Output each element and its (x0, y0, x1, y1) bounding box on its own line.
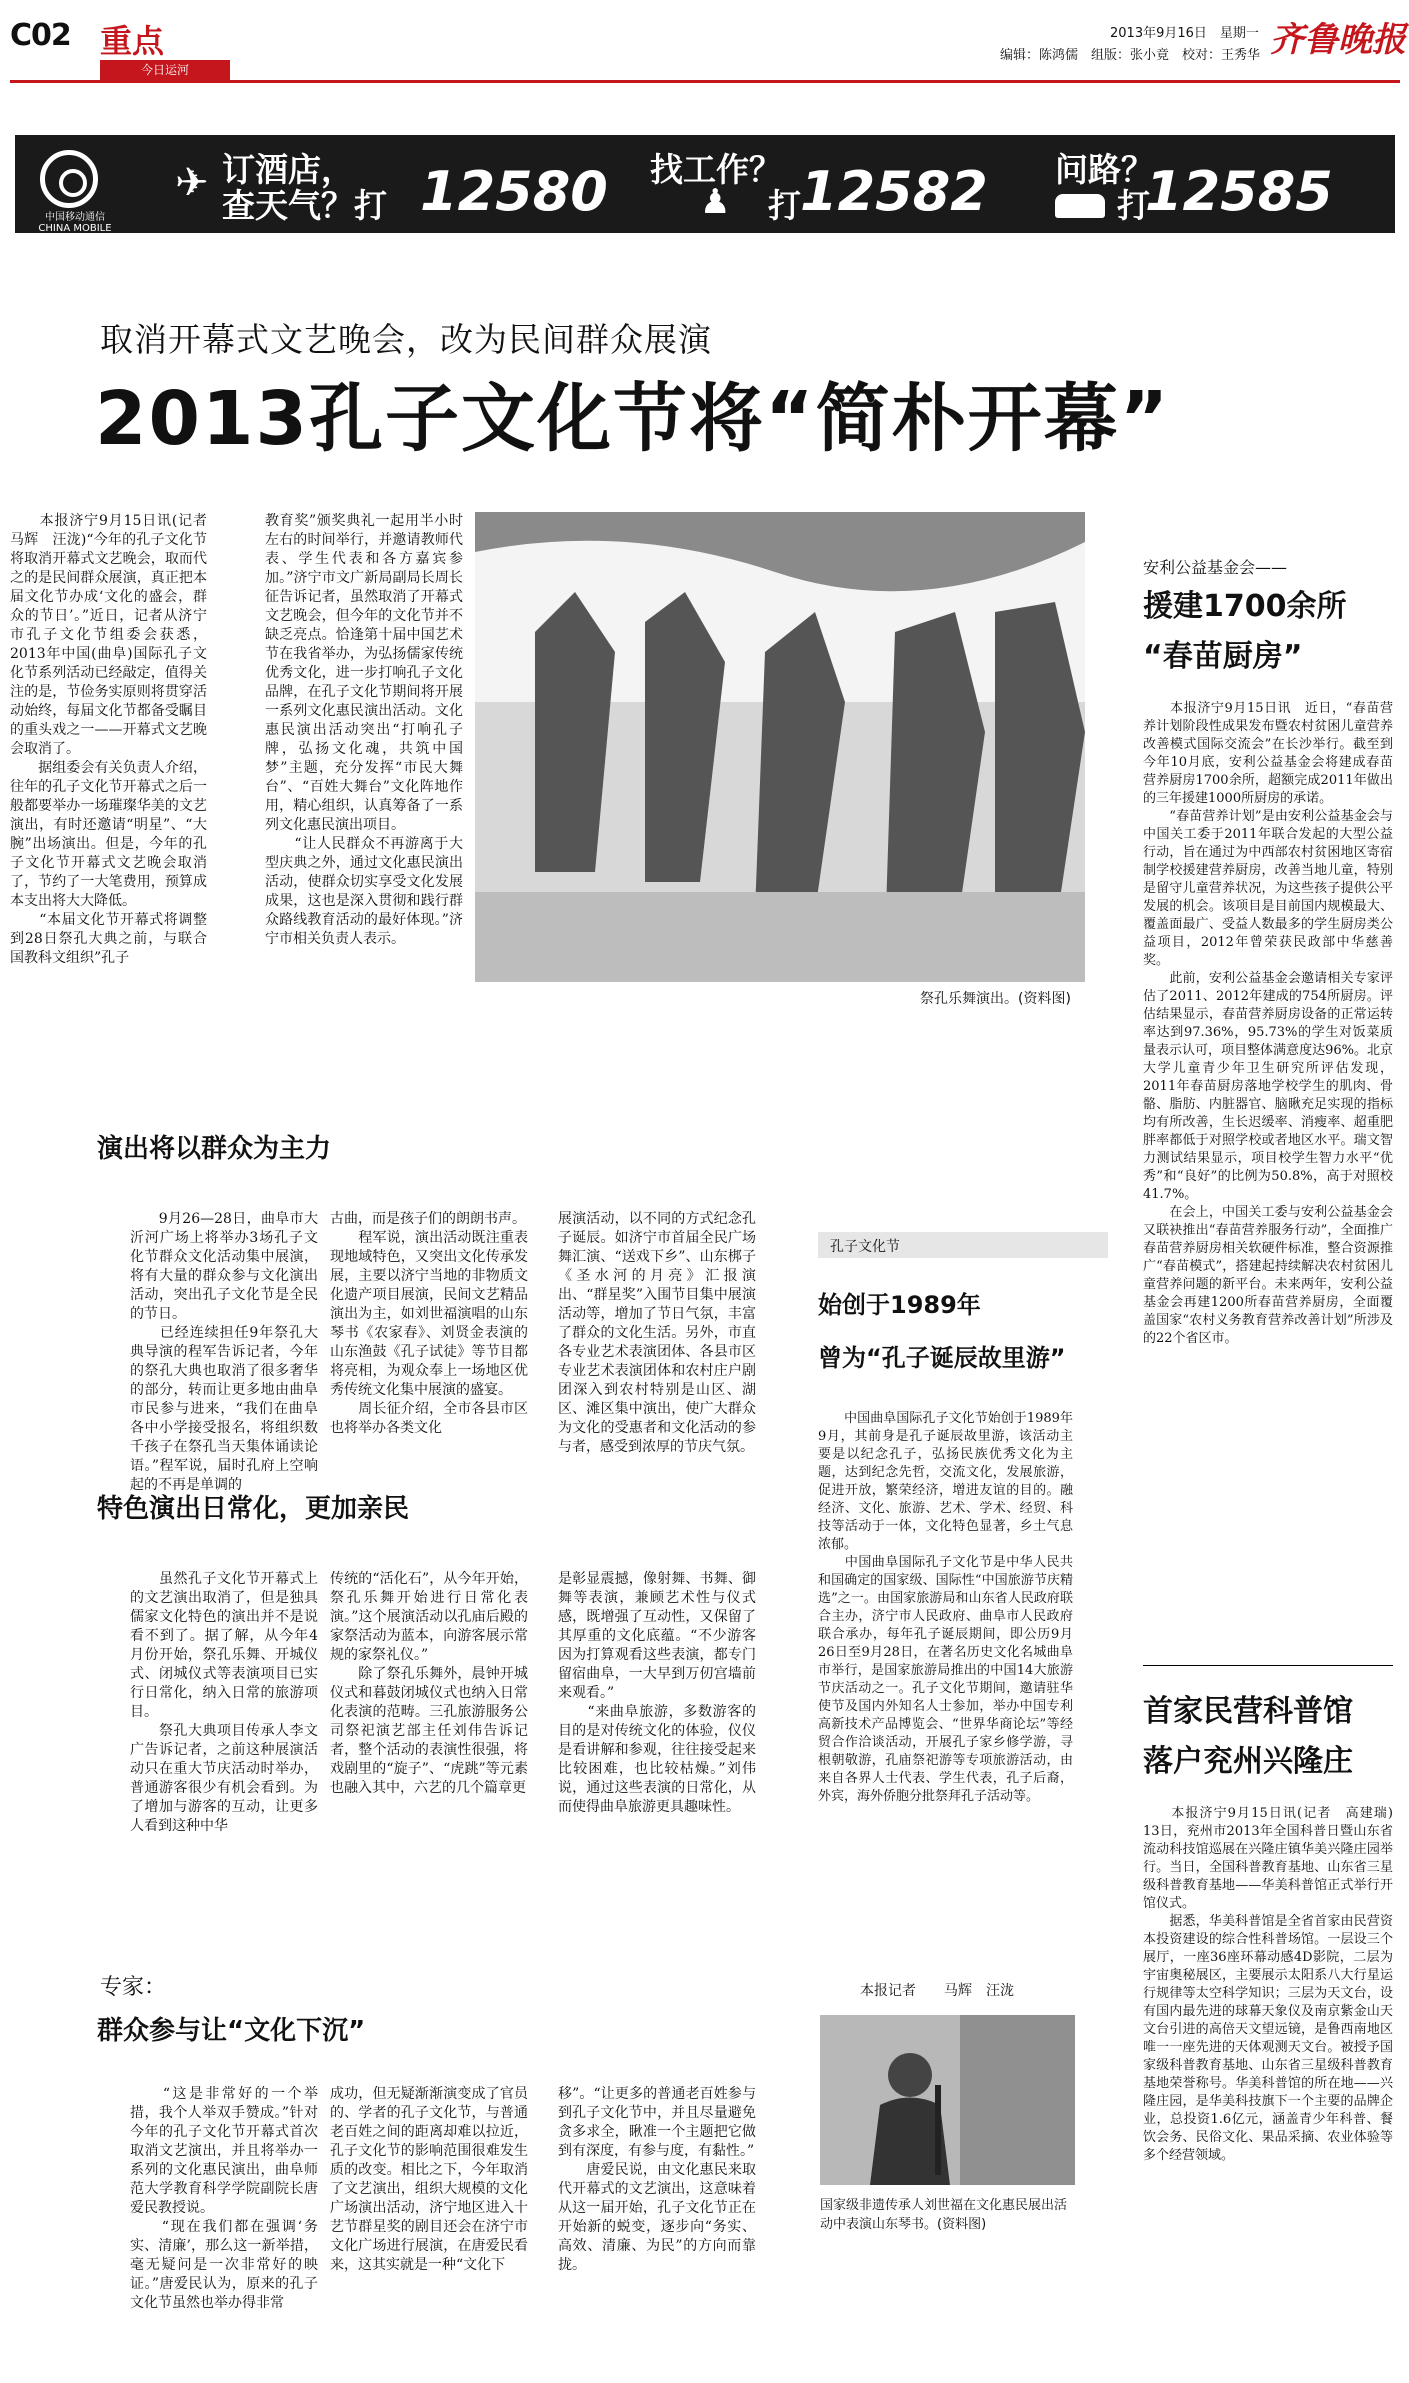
section2-title: 特色演出日常化，更加亲民 (97, 1494, 410, 1524)
side1-title1: 援建1700余所 (1143, 589, 1347, 624)
main-photo-caption: 祭孔乐舞演出。(资料图) (920, 991, 1071, 1007)
origin-photo-caption: 国家级非遗传承人刘世福在文化惠民展出活动中表演山东琴书。(资料图) (820, 2198, 1068, 2232)
ad1-line1: 订酒店， (222, 150, 354, 189)
origin-tag: 孔子文化节 (830, 1239, 900, 1255)
side1-body: 本报济宁9月15日讯 近日，“春苗营养计划阶段性成果发布暨农村贫困儿童营养改善模式国际交流会”在长沙举行。截至到今年10月底，安利公益基金会将建成春苗营养厨房1700余所，超额完成2011年做出的三年援建1000所厨房的承诺。 “春苗营养计划”是由安利公益基金会与中国关工委于2011年联合发起的大型公益行动，旨在通过为中西部农村贫困地区寄宿制学校援建营养厨房，改善当地儿童，特别是留守儿童营养状况，为这些孩子提供公平发展的机会。该项目是目前国内规模最大、覆盖面最广、受益人数最多的学生厨房类公益项目，2012年曾荣获民政部中华慈善奖。 此前，安利公益基金会邀请相关专家评估了2011、2012年建成的754所厨房。评估结果显示，春苗营养厨房设备的正常运转率达到97.36%，95.73%的学生对饭菜质量表示认可，项目整体满意度达96%。北京大学儿童青少年卫生研究所评估发现，2011年春苗厨房落地学校学生的肌肉、骨骼、脂肪、内脏器官、脑瞅充足实现的指标均有所改善，生长迟缓率、消瘦率、超重肥胖率都低于对照学校或者地区水平。瑞文智力测试结果显示，项目校学生智力水平“优秀”和“良好”的比例为50.8%，高于对照校41.7%。 在会上，中国关工委与安利公益基金会又联袂推出“春苗营养服务行动”，全面推广春苗营养厨房相关软硬件标准，整合资源推广“春苗模式”，搭建起持续解决农村贫困儿童营养问题的新平台。未来两年，安利公益基金会再建1200所春苗营养厨房，全面覆盖国家“农村义务教育营养改善计划”所涉及的22个省区市。 (1143, 701, 1393, 1346)
brand-cn: 中国移动通信 (45, 212, 105, 223)
china-mobile-logo-icon (40, 150, 98, 208)
header-rule (10, 80, 1400, 83)
section3-col3: 移”。“让更多的普通老百姓参与到孔子文化节中，并且尽量避免贪多求全，瞅准一个主题把它做到有深度，有参与度，有黏性。” 唐爱民说，由文化惠民来取代开幕式的文艺演出，这意味着从这一届开始，孔子文化节正在开始新的蜕变，逐步向“务实、高效、清廉、为民”的方向而靠拢。 (558, 2086, 756, 2273)
side-divider (1143, 1665, 1393, 1666)
side2-body: 本报济宁9月15日讯(记者 高建瑞) 13日，兖州市2013年全国科普日暨山东省流动科技馆巡展在兴隆庄镇华美兴隆庄园举行。当日，全国科普教育基地、山东省三星级科普教育基地——华美科普馆正式举行开馆仪式。 据悉，华美科普馆是全省首家由民营资本投资建设的综合性科普场馆。一层设三个展厅，一座36座环幕动感4D影院，二层为宇宙奥秘展区，主要展示太阳系八大行星运行规律等太空科学知识；三层为天文台，设有国内最先进的球幕天象仪及南京紫金山天文台引进的高倍天文望远镜，是鲁西南地区唯一一座先进的天体观测天文台。被授予国家级科普教育基地、山东省三星级科普教育基地荣誉称号。华美科普馆的所在地——兴隆庄园，是华美科技旗下一个主要的品牌企业，总投资1.6亿元，涵盖青少年科普、餐饮会务、民俗文化、果品采摘、农业体验等多个经营领域。 (1143, 1806, 1393, 2163)
airplane-icon: ✈ (175, 160, 209, 206)
ad1-line2: 查天气？打 (222, 186, 387, 225)
section2-col2: 传统的“活化石”，从今年开始，祭孔乐舞开始进行日常化表演。”这个展演活动以孔庙后殿的家祭活动为蓝本，向游客展示常规的家祭礼仪。” 除了祭孔乐舞外，晨钟开城仪式和暮鼓闭城仪式也纳入日常化表演的范畴。三孔旅游服务公司祭祀演艺部主任刘伟告诉记者，整个活动的表演性很强，将戏剧里的“旋子”、“虎跳”等元素也融入其中，六艺的几个篇章更 (330, 1571, 528, 1796)
side2-title1: 首家民营科普馆 (1143, 1694, 1353, 1729)
section2-col1: 虽然孔子文化节开幕式上的文艺演出取消了，但是独具儒家文化特色的演出并不是说看不到了。据了解，从今年4月份开始，祭孔乐舞、开城仪式、闭城仪式等表演项目已实行日常化，纳入日常的旅游项目。 祭孔大典项目传承人李文广告诉记者，之前这种展演活动只在重大节庆活动时举办，普通游客很少有机会看到。为了增加与游客的互动，让更多人看到这种中华 (130, 1571, 318, 1834)
ad3-number: 12585 (1145, 160, 1333, 223)
section1-col3: 展演活动，以不同的方式纪念孔子诞辰。如济宁市首届全民广场舞汇演、“送戏下乡”、山东梆子《圣水河的月亮》汇报演出、“群星奖”入围节目集中展演活动等，增加了节日气氛，丰富了群众的文化生活。另外，市直各专业艺术表演团体、各县市区专业艺术表演团体和农村庄户剧团深入到农村特别是山区、湖区、滩区集中演出，使广大群众为文化的受惠者和文化活动的参与者，感受到浓厚的节庆气氛。 (558, 1211, 756, 1455)
section1-title: 演出将以群众为主力 (97, 1134, 332, 1164)
china-mobile-brand (20, 212, 130, 234)
page-code: C02 (10, 18, 71, 53)
ritual-dance-photo (475, 512, 1085, 982)
section1-col1: 9月26—28日，曲阜市大沂河广场上将举办3场孔子文化节群众文化活动集中展演，将有大量的群众参与文化演出活动，突出孔子文化节是全民的节日。 已经连续担任9年祭孔大典导演的程军告诉记者，今年的祭孔大典也取消了很多奢华的部分，转而让更多地由曲阜市民参与进来，“我们在曲阜各中小学接受报名，将组织数千孩子在祭孔当天集体诵读论语。”程军说，届时孔府上空响起的不再是单调的 (130, 1211, 318, 1493)
section3-title: 群众参与让“文化下沉” (97, 2016, 366, 2046)
main-col2: 教育奖”颁奖典礼一起用半小时左右的时间举行，并邀请教师代表、学生代表和各方嘉宾参加。”济宁市文广新局副局长周长征告诉记者，虽然取消了开幕式文艺晚会，但今年的文化节并不缺乏亮点。恰逢第十届中国艺术节在我省举办，为弘扬儒家传统优秀文化，进一步打响孔子文化品牌，在孔子文化节期间将开展一系列文化惠民演出活动。文化惠民演出活动突出“打响孔子牌，弘扬文化魂，共筑中国梦”主题，充分发挥“市民大舞台”、“百姓大舞台”文化阵地作用，精心组织，认真筹备了一系列文化惠民演出项目。 “让人民群众不再游离于大型庆典之外，通过文化惠民演出活动，使群众切实享受文化发展成果，这也是深入贯彻和践行群众路线教育活动的最好体现。”济宁市相关负责人表示。 (265, 513, 463, 947)
section3-kicker: 专家： (100, 1975, 167, 2000)
origin-byline: 本报记者 马辉 汪泷 (860, 1983, 1014, 1999)
ad2-number: 12582 (800, 160, 988, 223)
section3-col2: 成功，但无疑渐渐演变成了官员的、学者的孔子文化节，与普通老百姓之间的距离却难以拉近，孔子文化节的影响范围很难发生质的改变。相比之下，今年取消了文艺演出，组织大规模的文化广场演出活动，济宁地区进入十艺节群星奖的剧目还会在济宁市文化广场进行展演，在唐爱民看来，这其实就是一种“文化下 (330, 2086, 528, 2273)
side1-title2: “春苗厨房” (1143, 639, 1303, 674)
side2-title2: 落户兖州兴隆庄 (1143, 1744, 1353, 1779)
side1-kicker: 安利公益基金会—— (1143, 558, 1288, 577)
origin-title1: 始创于1989年 (818, 1291, 981, 1319)
storyteller-photo (820, 2015, 1075, 2185)
main-subhead: 取消开幕式文艺晚会，改为民间群众展演 (100, 320, 712, 359)
ad1-number: 12580 (420, 160, 608, 223)
date-line: 2013年9月16日 星期一 (1110, 26, 1259, 41)
people-walking-icon: ♟ (700, 182, 731, 222)
section-title: 重点 (100, 22, 165, 60)
staff-line: 编辑：陈鸿儒 组版：张小竟 校对：王秀华 (1000, 48, 1261, 63)
ad1-text (222, 152, 387, 224)
ad3-line1: 问路？ (1055, 150, 1154, 189)
section2-col3: 是彰显震撼，像射舞、书舞、御舞等表演，兼顾艺术性与仪式感，既增强了互动性，又保留了其厚重的文化底蕴。“不少游客因为打算观看这些表演，都专门留宿曲阜，一大早到万仞宫墙前来观看。” “来曲阜旅游，多数游客的目的是对传统文化的体验，仪仪是看讲解和参观，往往接受起来比较困难，也比较枯燥。”刘伟说，通过这些表演的日常化，从而使得曲阜旅游更具趣味性。 (558, 1571, 756, 1815)
ad2-line1: 找工作？ (650, 150, 782, 189)
section1-col2: 古曲，而是孩子们的朗朗书声。 程军说，演出活动既注重表现地域特色，又突出文化传承发展，主要以济宁当地的非物质文化遗产项目展演，民间文艺精品演出为主，如刘世福演唱的山东琴书《农家春》、刘贤金表演的山东渔鼓《孔子试徒》等节目都将亮相，为观众奉上一场地区优秀传统文化集中展演的盛宴。 周长征介绍，全市各县市区也将举办各类文化 (330, 1211, 528, 1436)
paper-name: 齐鲁晚报 (1270, 20, 1406, 60)
brand-en: CHINA MOBILE (38, 223, 112, 234)
ad3-line2: 打 (1117, 186, 1150, 225)
origin-body: 中国曲阜国际孔子文化节始创于1989年9月，其前身是孔子诞辰故里游，该活动主要是以纪念孔子，弘扬民族优秀文化为主题，达到纪念先哲，交流文化，发展旅游，促进开放，繁荣经济，增进友谊的目的。融经济、文化、旅游、艺术、学术、经贸、科技等活动于一体，文化特色显著，乡土气息浓郁。 中国曲阜国际孔子文化节是中华人民共和国确定的国家级、国际性“中国旅游节庆精选”之一。由国家旅游局和山东省人民政府联合主办，济宁市人民政府、曲阜市人民政府联合承办，每年孔子诞辰期间，即公历9月26日至9月28日，在著名历史文化名城曲阜市举行，是国家旅游局推出的中国14大旅游节庆活动之一。孔子文化节期间，邀请驻华使节及国内外知名人士参加，举办中国专利高新技术产品博览会、“世界华商论坛”等经贸合作洽谈活动，开展孔子家乡修学游，寻根朝敬游，孔庙祭祀游等专项旅游活动，由来自各界人士代表、学生代表，孔子后裔，外宾，海外侨胞分批祭拜孔子活动等。 (818, 1411, 1073, 1804)
subsection-label: 今日运河 (100, 60, 230, 80)
main-col1: 本报济宁9月15日讯(记者 马辉 汪泷)“今年的孔子文化节将取消开幕式文艺晚会，取而代之的是民间群众展演，真正把本届文化节办成‘文化的盛会，群众的节日’。”近日，记者从济宁市孔子文化节组委会获悉，2013年中国(曲阜)国际孔子文化节系列活动已经敲定，值得关注的是，节俭务实原则将贯穿活动始终，每届文化节都备受瞩目的重头戏之一——开幕式文艺晚会取消了。 据组委会有关负责人介绍，往年的孔子文化节开幕式之后一般都要举办一场璀璨华美的文艺演出，有时还邀请“明星”、“大腕”出场演出。但是，今年的孔子文化节开幕式文艺晚会取消了，节约了一大笔费用，预算成本支出将大大降低。 “本届文化节开幕式将调整到28日祭孔大典之前，与联合国教科文组织”孔子 (10, 513, 207, 966)
ad2-line2: 打 (768, 186, 801, 225)
car-icon (1055, 194, 1105, 218)
origin-title2: 曾为“孔子诞辰故里游” (818, 1344, 1066, 1372)
main-headline: 2013孔子文化节将“简朴开幕” (95, 376, 1171, 462)
section3-col1: “这是非常好的一个举措，我个人举双手赞成。”针对今年的孔子文化节开幕式首次取消文艺演出，并且将举办一系列的文化惠民演出，曲阜师范大学教育科学学院副院长唐爱民教授说。 “现在我们都在强调‘务实、清廉’，那么这一新举措，毫无疑问是一次非常好的映证。”唐爱民认为，原来的孔子文化节虽然也举办得非常 (130, 2086, 318, 2311)
